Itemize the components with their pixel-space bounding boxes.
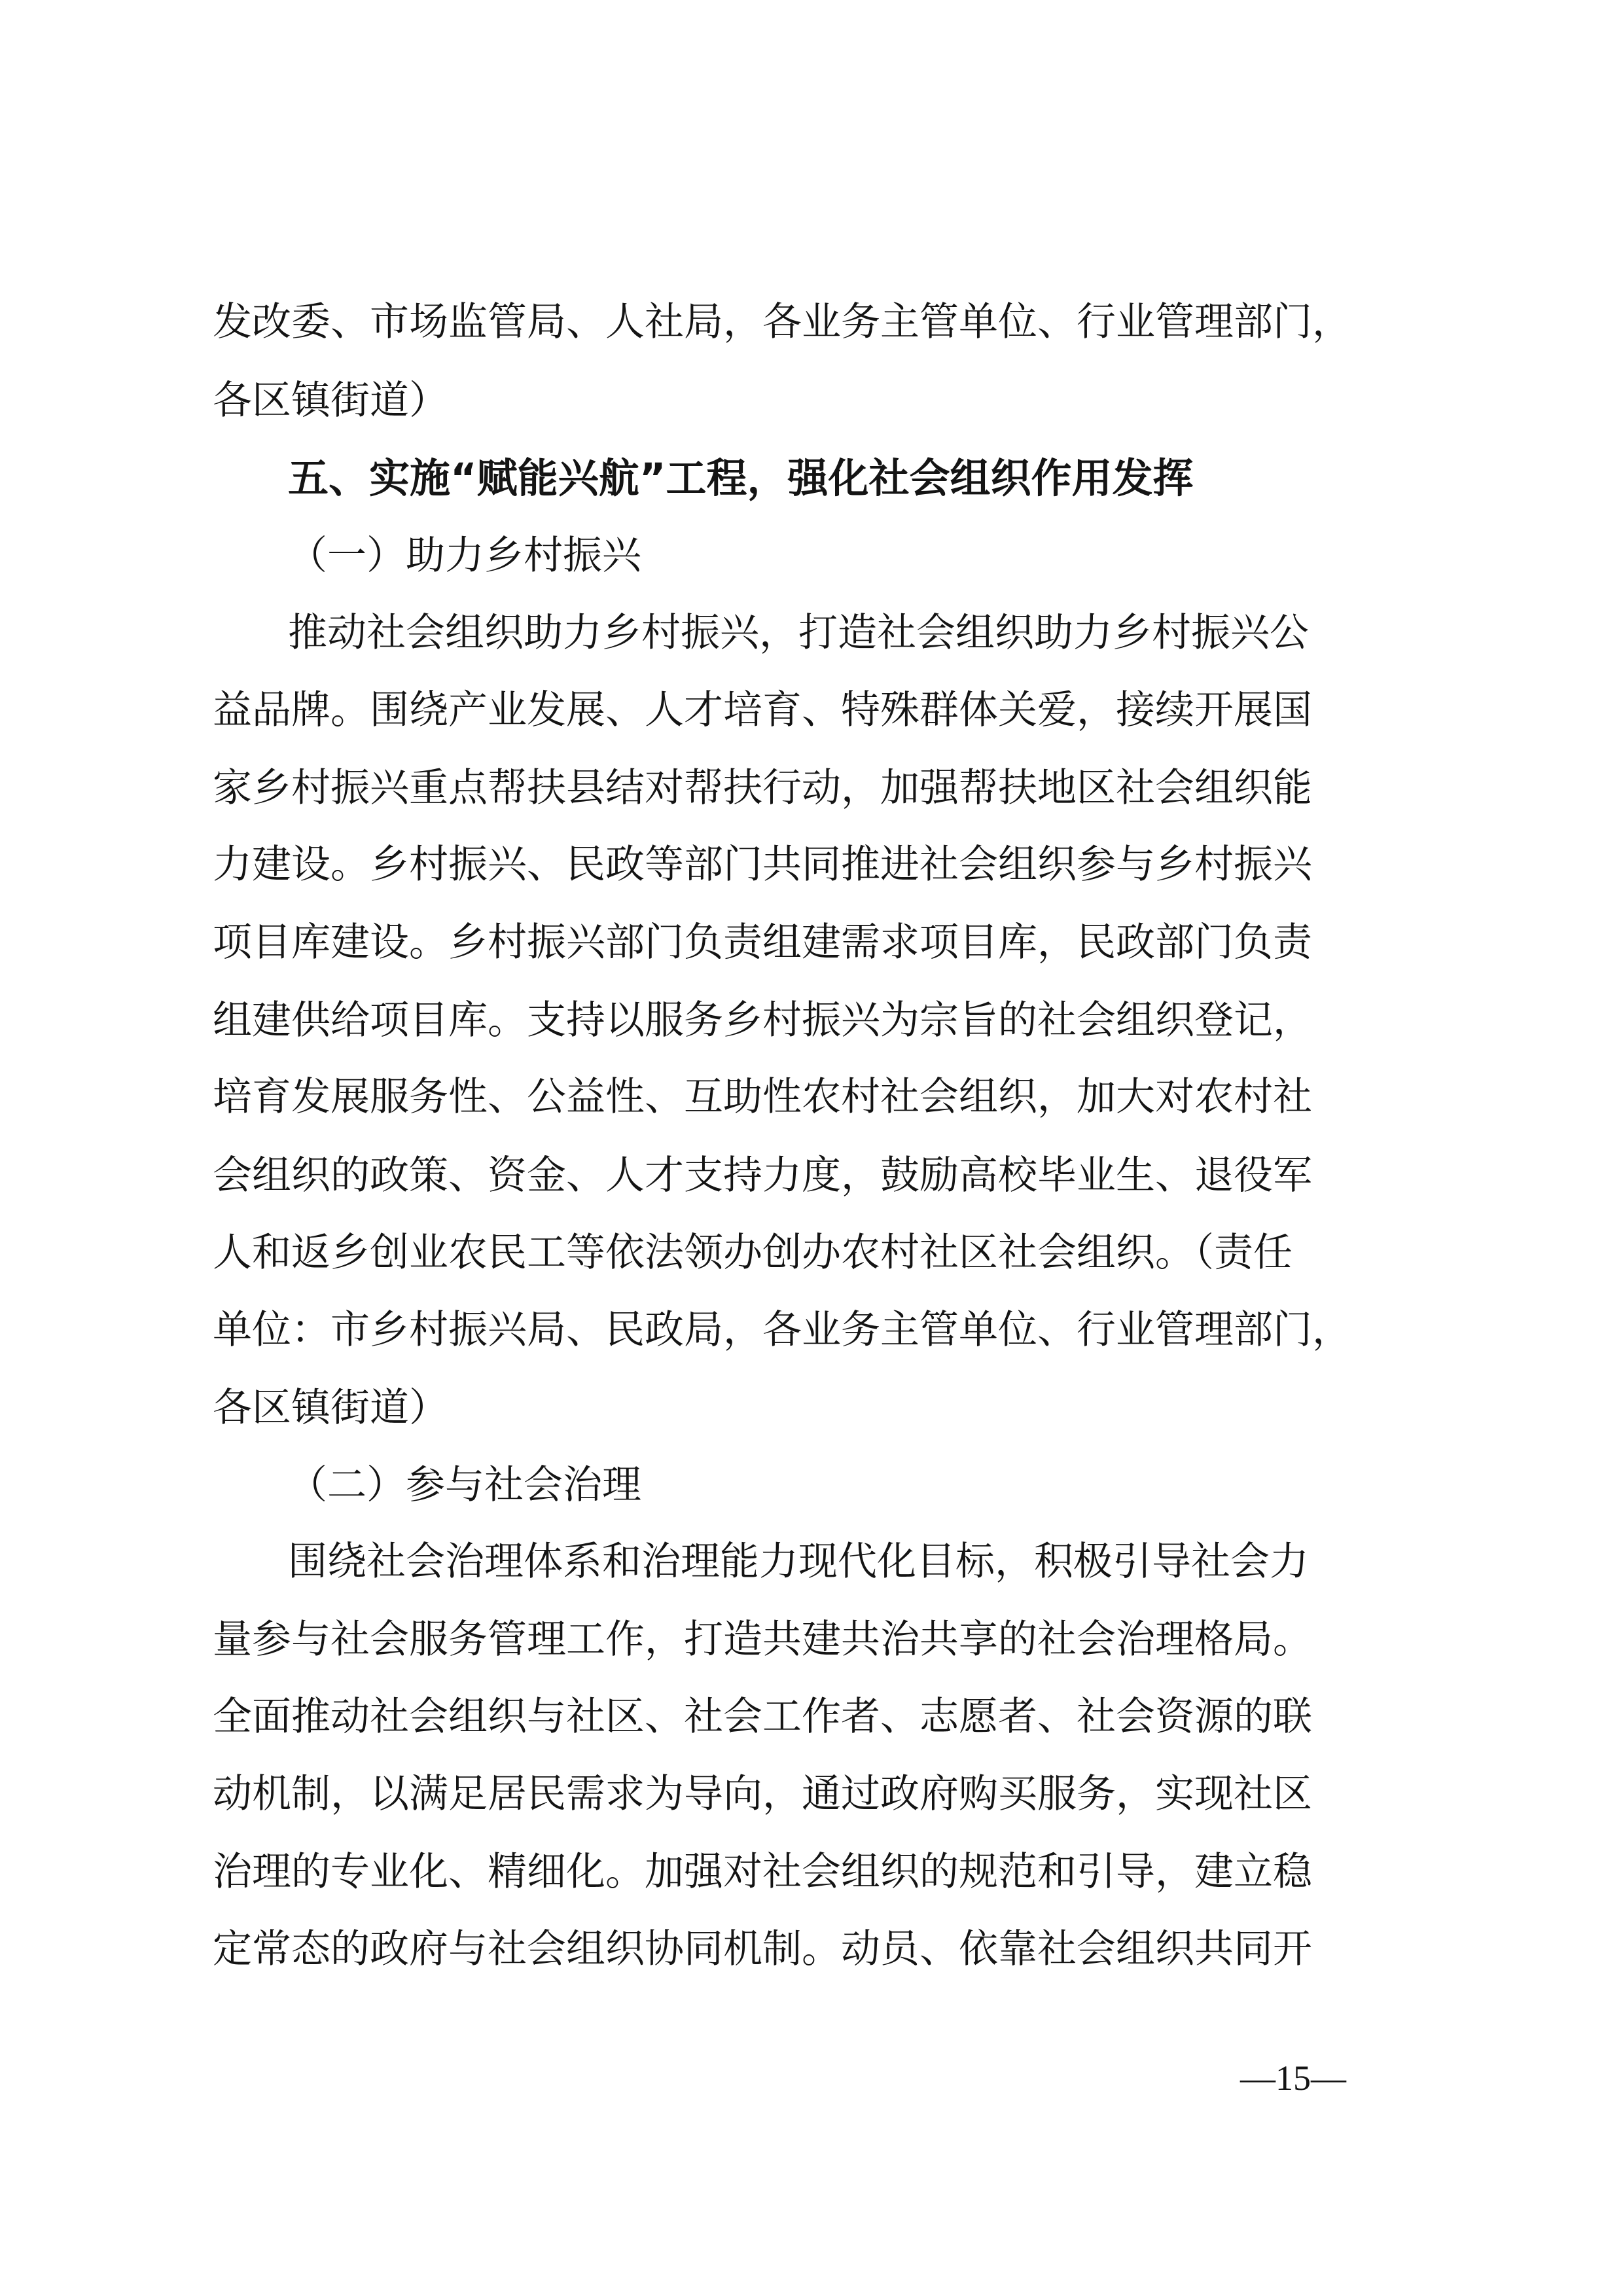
body-text-line: 益品牌。围绕产业发展、人才培育、特殊群体关爱，接续开展国 (213, 687, 1312, 733)
body-text-line: 组建供给项目库。支持以服务乡村振兴为宗旨的社会组织登记， (213, 997, 1312, 1043)
body-text-line: 动机制，以满足居民需求为导向，通过政府购买服务，实现社区 (213, 1771, 1312, 1817)
subsection-heading: （二）参与社会治理 (288, 1462, 641, 1508)
page-number: —15— (1240, 2058, 1346, 2098)
body-text-line: 家乡村振兴重点帮扶县结对帮扶行动，加强帮扶地区社会组织能 (213, 765, 1312, 811)
section-heading: 五、实施“赋能兴航”工程，强化社会组织作用发挥 (288, 454, 1194, 502)
body-text-line: 各区镇街道） (213, 1385, 448, 1431)
body-text-line: 项目库建设。乡村振兴部门负责组建需求项目库，民政部门负责 (213, 920, 1312, 965)
body-text-line: 定常态的政府与社会组织协同机制。动员、依靠社会组织共同开 (213, 1926, 1312, 1972)
body-text-line: 培育发展服务性、公益性、互助性农村社会组织，加大对农村社 (213, 1074, 1312, 1120)
body-text-line: 治理的专业化、精细化。加强对社会组织的规范和引导，建立稳 (213, 1849, 1312, 1895)
body-text-line: 力建设。乡村振兴、民政等部门共同推进社会组织参与乡村振兴 (213, 842, 1312, 888)
body-text-line: 各区镇街道） (213, 378, 448, 423)
body-text-line: 会组织的政策、资金、人才支持力度，鼓励高校毕业生、退役军 (213, 1153, 1312, 1198)
body-text-line: 全面推动社会组织与社区、社会工作者、志愿者、社会资源的联 (213, 1694, 1312, 1740)
body-text-line: 围绕社会治理体系和治理能力现代化目标，积极引导社会力 (288, 1539, 1309, 1585)
subsection-heading: （一）助力乡村振兴 (288, 533, 641, 579)
body-text-line: 单位：市乡村振兴局、民政局，各业务主管单位、行业管理部门， (213, 1307, 1351, 1353)
body-text-line: 发改委、市场监管局、人社局，各业务主管单位、行业管理部门， (213, 299, 1351, 345)
body-text-line: 人和返乡创业农民工等依法领办创办农村社区社会组织。（责任 (213, 1230, 1293, 1276)
body-text-line: 推动社会组织助力乡村振兴，打造社会组织助力乡村振兴公 (288, 610, 1309, 656)
body-text-line: 量参与社会服务管理工作，打造共建共治共享的社会治理格局。 (213, 1617, 1312, 1662)
